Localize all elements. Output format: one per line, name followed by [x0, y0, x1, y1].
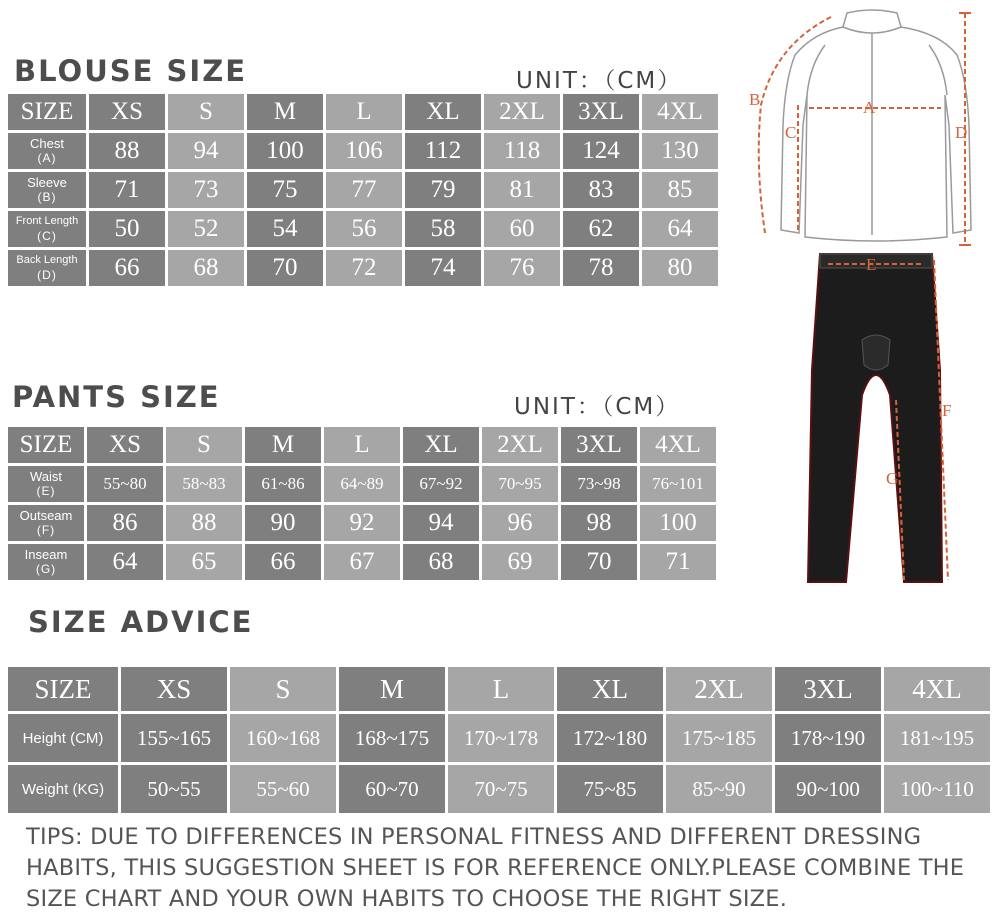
value-cell: 90 [245, 505, 321, 541]
value-cell: 71 [89, 172, 165, 208]
value-cell: 160~168 [230, 714, 336, 762]
pants-measurement-diagram [800, 250, 960, 590]
row-label [8, 544, 84, 580]
value-cell: 68 [403, 544, 479, 580]
value-cell: 130 [642, 133, 718, 169]
header-cell: SIZE [8, 94, 86, 130]
header-cell: 3XL [775, 667, 881, 711]
header-cell: 2XL [666, 667, 772, 711]
pants-size-title: PANTS SIZE [12, 380, 221, 414]
value-cell: 69 [482, 544, 558, 580]
table-row [8, 714, 990, 762]
header-cell: SIZE [8, 427, 84, 463]
header-cell: 3XL [563, 94, 639, 130]
value-cell: 66 [89, 250, 165, 286]
value-cell: 64 [87, 544, 163, 580]
header-cell: XL [405, 94, 481, 130]
value-cell: 80 [642, 250, 718, 286]
value-cell: 76 [484, 250, 560, 286]
value-cell: 100 [640, 505, 716, 541]
value-cell: 50 [89, 211, 165, 247]
value-cell: 66 [245, 544, 321, 580]
row-label [8, 505, 84, 541]
size-advice-title: SIZE ADVICE [28, 605, 254, 639]
value-cell: 178~190 [775, 714, 881, 762]
value-cell: 98 [561, 505, 637, 541]
value-cell: 52 [168, 211, 244, 247]
table-header-row [8, 427, 716, 463]
value-cell: 112 [405, 133, 481, 169]
header-cell: 2XL [484, 94, 560, 130]
value-cell: 76~101 [640, 466, 716, 502]
row-label-text: Waist [29, 469, 63, 484]
value-cell: 88 [166, 505, 242, 541]
value-cell: 155~165 [121, 714, 227, 762]
header-cell: M [339, 667, 445, 711]
table-row [8, 765, 990, 813]
jacket-measurement-diagram [735, 5, 1000, 250]
header-cell: L [448, 667, 554, 711]
header-cell: S [166, 427, 242, 463]
measure-label-b: B [749, 90, 761, 109]
row-label: Height (CM) [8, 714, 118, 762]
value-cell: 74 [405, 250, 481, 286]
value-cell: 60~70 [339, 765, 445, 813]
row-label-sub: (A) [37, 151, 57, 165]
row-label-sub: (G) [35, 562, 57, 576]
value-cell: 54 [247, 211, 323, 247]
value-cell: 94 [168, 133, 244, 169]
header-cell: 4XL [640, 427, 716, 463]
value-cell: 73 [168, 172, 244, 208]
row-label-text: Front Length [15, 215, 79, 227]
row-label-sub: (B) [37, 190, 57, 204]
header-cell: XL [557, 667, 663, 711]
value-cell: 55~80 [87, 466, 163, 502]
header-cell: 4XL [642, 94, 718, 130]
value-cell: 168~175 [339, 714, 445, 762]
row-label: Weight (KG) [8, 765, 118, 813]
value-cell: 86 [87, 505, 163, 541]
table-row [8, 466, 716, 502]
value-cell: 67~92 [403, 466, 479, 502]
value-cell: 170~178 [448, 714, 554, 762]
value-cell: 94 [403, 505, 479, 541]
value-cell: 50~55 [121, 765, 227, 813]
value-cell: 96 [482, 505, 558, 541]
header-cell: M [245, 427, 321, 463]
value-cell: 71 [640, 544, 716, 580]
value-cell: 72 [326, 250, 402, 286]
value-cell: 92 [324, 505, 400, 541]
measure-label-f: F [942, 401, 952, 420]
table-row [8, 250, 718, 286]
value-cell: 62 [563, 211, 639, 247]
jacket-outline [781, 10, 971, 241]
value-cell: 118 [484, 133, 560, 169]
measure-label-e: E [866, 255, 877, 274]
value-cell: 78 [563, 250, 639, 286]
value-cell: 85 [642, 172, 718, 208]
row-label-sub: (F) [36, 523, 56, 537]
blouse-size-title: BLOUSE SIZE [14, 54, 248, 88]
value-cell: 90~100 [775, 765, 881, 813]
table-header-row [8, 94, 718, 130]
value-cell: 60 [484, 211, 560, 247]
row-label-text: Sleeve [27, 175, 67, 190]
table-row [8, 505, 716, 541]
value-cell: 58~83 [166, 466, 242, 502]
row-label-text: Outseam [19, 508, 73, 523]
measure-label-a: A [863, 98, 876, 117]
value-cell: 61~86 [245, 466, 321, 502]
header-cell: 4XL [884, 667, 990, 711]
header-cell: XS [89, 94, 165, 130]
header-cell: XS [121, 667, 227, 711]
value-cell: 124 [563, 133, 639, 169]
value-cell: 181~195 [884, 714, 990, 762]
row-label [8, 211, 86, 247]
table-header-row [8, 667, 990, 711]
value-cell: 68 [168, 250, 244, 286]
value-cell: 65 [166, 544, 242, 580]
value-cell: 75~85 [557, 765, 663, 813]
blouse-size-table [5, 91, 721, 289]
size-advice-table [5, 664, 993, 816]
table-row [8, 544, 716, 580]
pants-size-table [5, 424, 719, 583]
value-cell: 81 [484, 172, 560, 208]
tips-text: TIPS: DUE TO DIFFERENCES IN PERSONAL FITNESS AND DIFFERENT DRESSING HABITS, THIS SUGGESTION SHEET IS FOR REFERENCE ONLY.PLEASE COMBINE THE SIZE CHART AND YOUR OWN HABITS TO CHOOSE THE RIGHT SIZE. [26, 824, 965, 912]
header-cell: XS [87, 427, 163, 463]
header-cell: L [324, 427, 400, 463]
row-label [8, 466, 84, 502]
value-cell: 64~89 [324, 466, 400, 502]
value-cell: 83 [563, 172, 639, 208]
table-row [8, 172, 718, 208]
row-label-sub: (E) [36, 484, 56, 498]
value-cell: 55~60 [230, 765, 336, 813]
row-label-text: Back Length [16, 254, 78, 266]
value-cell: 172~180 [557, 714, 663, 762]
pants-unit-label: UNIT：（CM） [514, 394, 681, 420]
header-cell: 2XL [482, 427, 558, 463]
value-cell: 64 [642, 211, 718, 247]
value-cell: 70 [247, 250, 323, 286]
header-cell: SIZE [8, 667, 118, 711]
measure-label-g: G [886, 469, 899, 488]
pants-outline [808, 254, 942, 582]
value-cell: 100 [247, 133, 323, 169]
value-cell: 175~185 [666, 714, 772, 762]
table-row [8, 133, 718, 169]
header-cell: S [168, 94, 244, 130]
value-cell: 85~90 [666, 765, 772, 813]
blouse-unit-label: UNIT：（CM） [516, 68, 683, 94]
measure-label-c: C [785, 123, 797, 142]
measure-label-d: D [955, 123, 968, 142]
header-cell: XL [403, 427, 479, 463]
header-cell: L [326, 94, 402, 130]
row-label-text: Inseam [24, 547, 68, 562]
value-cell: 100~110 [884, 765, 990, 813]
row-label [8, 250, 86, 286]
value-cell: 56 [326, 211, 402, 247]
value-cell: 67 [324, 544, 400, 580]
value-cell: 70~95 [482, 466, 558, 502]
header-cell: M [247, 94, 323, 130]
value-cell: 79 [405, 172, 481, 208]
value-cell: 88 [89, 133, 165, 169]
value-cell: 77 [326, 172, 402, 208]
value-cell: 70 [561, 544, 637, 580]
row-label-text: Chest [30, 136, 64, 151]
value-cell: 106 [326, 133, 402, 169]
row-label [8, 172, 86, 208]
header-cell: 3XL [561, 427, 637, 463]
header-cell: S [230, 667, 336, 711]
row-label-sub: (C) [37, 229, 57, 243]
row-label-sub: (D) [37, 268, 57, 282]
value-cell: 58 [405, 211, 481, 247]
table-row [8, 211, 718, 247]
row-label [8, 133, 86, 169]
value-cell: 70~75 [448, 765, 554, 813]
value-cell: 75 [247, 172, 323, 208]
value-cell: 73~98 [561, 466, 637, 502]
